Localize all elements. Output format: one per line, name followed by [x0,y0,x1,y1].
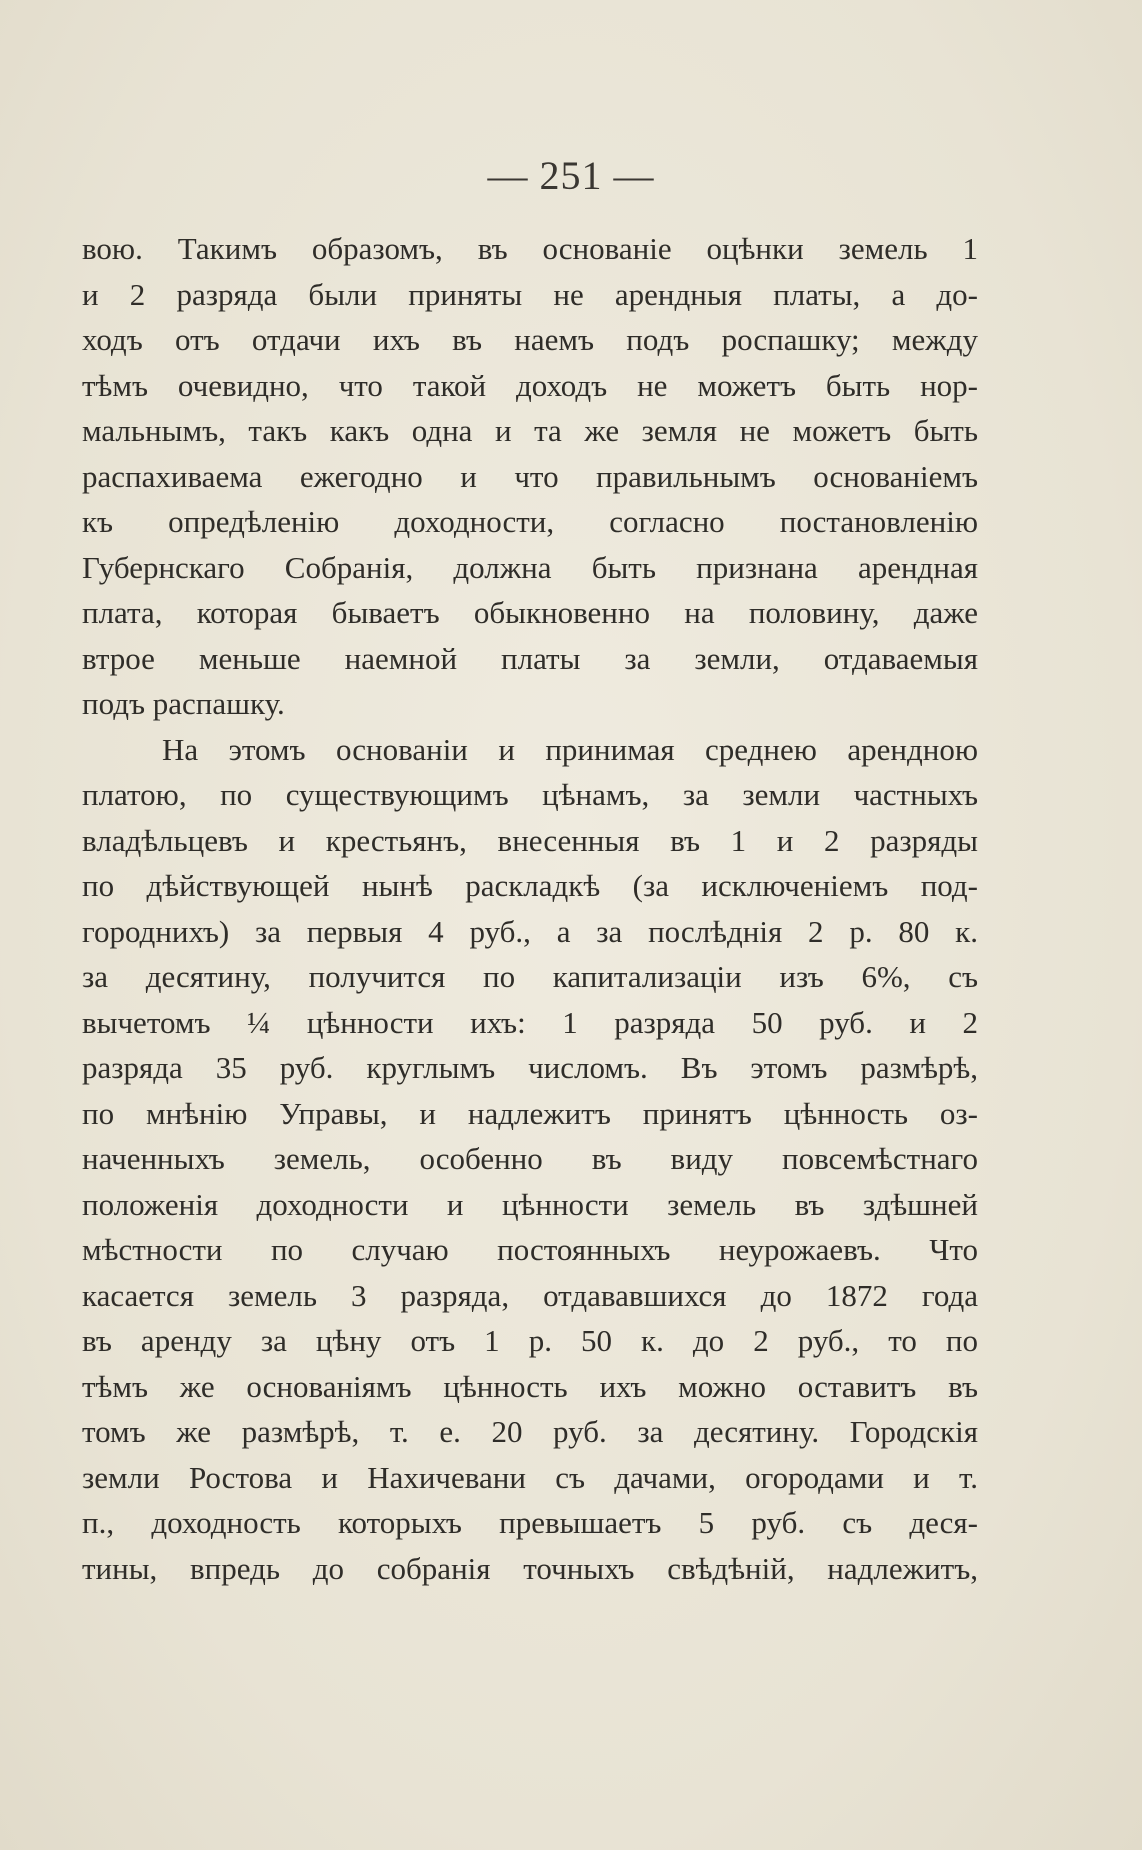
text-line: владѣльцевъ и крестьянъ, внесенныя въ 1 и 2 разряды [82,822,978,858]
body-text [82,226,978,1591]
text-line: томъ же размѣрѣ, т. е. 20 руб. за десятину. Городскія [82,1414,978,1449]
text-line: вою. Такимъ образомъ, въ основаніе оцѣнки земель 1 [82,231,978,266]
text-line: за десятину, получится по капитализаціи изъ 6%, съ [82,959,978,994]
text-line: втрое меньше наемной платы за земли, отдаваемыя [82,640,978,676]
text-line: п., доходность которыхъ превышаетъ 5 руб. съ деся- [82,1505,978,1540]
text-line: тѣмъ же основаніямъ цѣнность ихъ можно оставитъ въ [82,1368,978,1404]
paragraph-end-line: подъ распашку. [82,686,285,721]
text-line: въ аренду за цѣну отъ 1 р. 50 к. до 2 руб., то по [82,1323,978,1358]
text-line: касается земель 3 разряда, отдававшихся до 1872 года [82,1277,978,1313]
text-line: разряда 35 руб. круглымъ числомъ. Въ этомъ размѣрѣ, [82,1050,978,1085]
text-line: ходъ отъ отдачи ихъ въ наемъ подъ роспашку; между [82,322,978,357]
text-line: вычетомъ ¼ цѣнности ихъ: 1 разряда 50 руб. и 2 [82,1004,978,1040]
text-line: по мнѣнію Управы, и надлежитъ принятъ цѣнность оз- [82,1095,978,1131]
page-number: — 251 — [487,153,655,198]
text-line: и 2 разряда были приняты не арендныя платы, а до- [82,276,978,312]
text-line: городнихъ) за первыя 4 руб., а за послѣднія 2 р. 80 к. [82,913,978,949]
text-line: тѣмъ очевидно, что такой доходъ не можетъ быть нор- [82,367,978,403]
text-line: земли Ростова и Нахичевани съ дачами, огородами и т. [82,1459,978,1495]
text-line: распахиваема ежегодно и что правильнымъ основаніемъ [82,458,978,494]
text-line: мѣстности по случаю постоянныхъ неурожаевъ. Что [82,1232,978,1267]
text-line: плата, которая бываетъ обыкновенно на половину, даже [82,595,978,630]
text-line: положенія доходности и цѣнности земель въ здѣшней [82,1186,978,1222]
text-line: платою, по существующимъ цѣнамъ, за земли частныхъ [82,777,978,812]
text-line: по дѣйствующей нынѣ раскладкѣ (за исключеніемъ под- [82,868,978,903]
text-line: мальнымъ, такъ какъ одна и та же земля не можетъ быть [82,413,978,448]
text-line: наченныхъ земель, особенно въ виду повсемѣстнаго [82,1141,978,1176]
paragraph-start-line: На этомъ основаніи и принимая среднею арендною [162,731,978,767]
text-line: тины, впредь до собранія точныхъ свѣдѣній, надлежитъ, [82,1550,978,1586]
text-line: Губернскаго Собранія, должна быть признана арендная [82,549,978,585]
text-line: къ опредѣленію доходности, согласно постановленію [82,504,978,539]
